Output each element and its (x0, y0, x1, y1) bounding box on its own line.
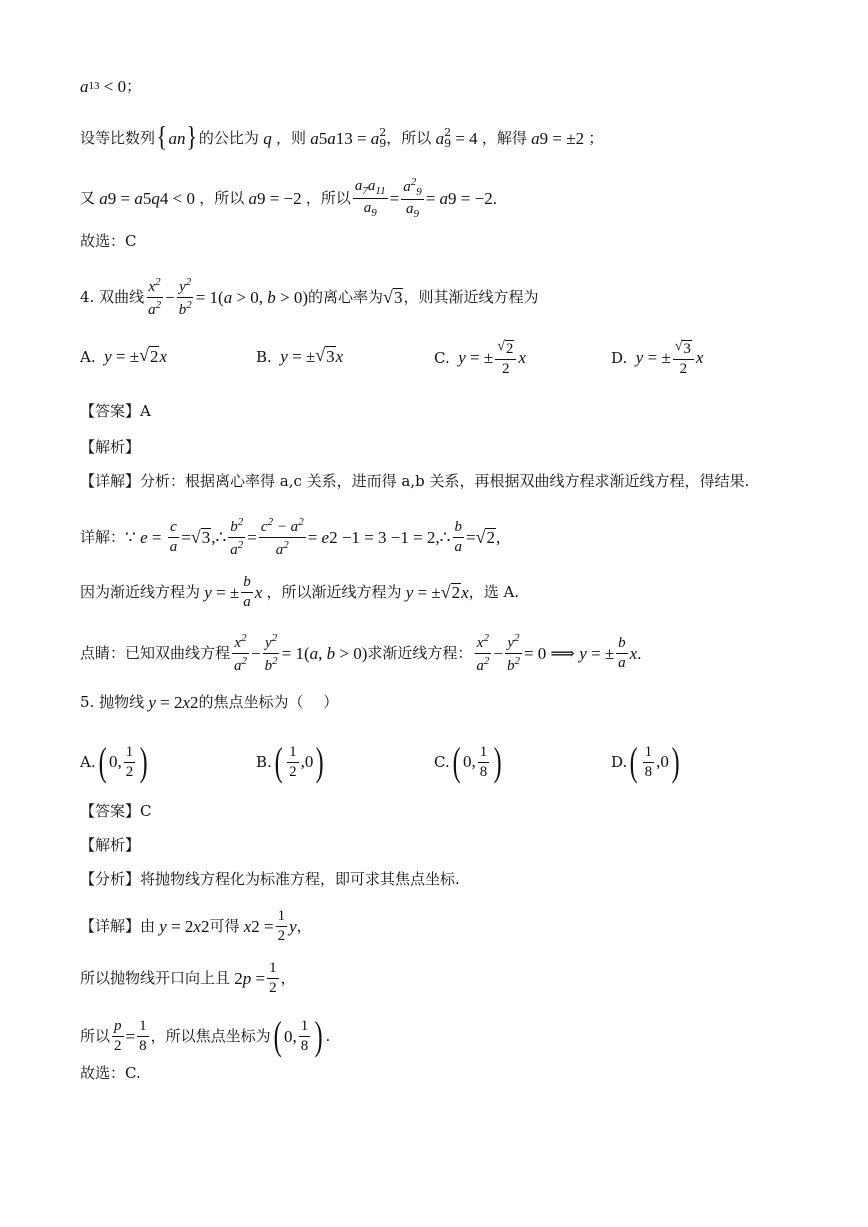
text: ，所以 (305, 188, 351, 207)
line-a9-negative: 又 a 9 = a 5 q 4 < 0 ，所以 a 9 = −2 ，所以 $\frac{a_7a_{11}}{a_9}$ = $\frac{a^2_9}{a_9}$ = a 9 = −2. (80, 176, 497, 221)
text: 所以抛物线开口向上且 (80, 968, 231, 987)
text: 所以 (80, 1026, 111, 1045)
text: ； (126, 77, 142, 95)
q5-fenxi: 【分析】将抛物线方程化为标准方程，即可求其焦点坐标. (80, 870, 460, 888)
text: ，则 (275, 128, 306, 147)
question-4: 4. 双曲线 $\frac{x^2}{a^2}$ − $\frac{y^2}{b^2}$ = 1( a > 0, b > 0) 的离心率为 √ 3 ，则其渐近线方程为 (80, 276, 539, 318)
question-number: 4. 双曲线 (80, 287, 145, 306)
text: 详解： (80, 527, 126, 546)
q4-because: 因为渐近线方程为 y = ± $\frac{b}{a}$ x ，所以渐近线方程为 y = ± √ 2 x ，选 A. (80, 574, 520, 610)
line-choice-c: 故选：C (80, 232, 137, 250)
text: ，所以焦点坐标为 (150, 1026, 271, 1045)
text: ，解得 (481, 128, 527, 147)
text: 又 (80, 188, 96, 207)
q4-detail: 【详解】分析：根据离心率得 a,c 关系，进而得 a,b 关系，再根据双曲线方程求渐近线方程，得结果. (80, 472, 750, 490)
text: ，选 A. (468, 582, 520, 601)
q5-final: 故选：C. (80, 1064, 141, 1082)
option-a[interactable]: A. y = ± √ 2 x (80, 345, 168, 366)
option-d[interactable]: D. ( $\frac{1}{8}$ ,0 ) (611, 739, 680, 784)
line-geometric-seq: 设等比数列 { a n } 的公比为 q ，则 a 5 a 13 = a 2 9 ，所以 a 2 9 = 4 ，解得 a 9 = ±2 ； (80, 122, 604, 153)
q4-analysis: 【解析】 (80, 438, 141, 456)
line-a13: a 13 < 0 ； (80, 77, 142, 96)
text: . (325, 1026, 331, 1045)
option-c[interactable]: C. ( 0, $\frac{1}{8}$ ) (434, 739, 502, 784)
q5-line3: 所以 $\frac{p}{2}$ = $\frac{1}{8}$ ，所以焦点坐标为 ( 0, $\frac{1}{8}$ ) . (80, 1013, 331, 1058)
text: 设等比数列 (80, 128, 156, 147)
q5-answer: 【答案】C (80, 802, 152, 820)
text: 求渐近线方程： (367, 643, 473, 662)
option-b[interactable]: B. y = ± √ 3 x (256, 345, 344, 366)
text: 点睛：已知双曲线方程 (80, 643, 231, 662)
q4-tip: 点睛：已知双曲线方程 $\frac{x^2}{a^2}$ − $\frac{y^2}{b^2}$ = 1( a , b > 0) 求渐近线方程： $\frac{x^2}{a^2}$ − $\frac{y^2}{b^2}$ = 0 ⟹ y = ± $\frac{b}{a}$ x . (80, 632, 642, 674)
text: 【详解】由 (80, 916, 156, 935)
option-a[interactable]: A. ( 0, $\frac{1}{2}$ ) (80, 739, 148, 784)
text: 的公比为 (198, 128, 259, 147)
text: 的焦点坐标为（ ） (198, 693, 339, 711)
q5-line2: 所以抛物线开口向上且 2 p = $\frac{1}{2}$ ， (80, 960, 296, 996)
text: 可得 (209, 916, 240, 935)
text: ； (588, 128, 604, 147)
option-d[interactable]: D. y = ± √ 3 2 x (611, 339, 704, 377)
q4-detail-equation: 详解： ∵ e = $\frac{c}{a}$ = √ 3 ,∴ $\frac{b^2}{a^2}$ = $\frac{c^2 - a^2}{a^2}$ = e 2 −1 = 3 −1 = 2,∴ $\frac{b}{a}$ = √ 2 , (80, 516, 501, 558)
q4-answer: 【答案】A (80, 402, 151, 420)
q5-detail: 【详解】由 y = 2 x 2 可得 x 2 = $\frac{1}{2}$ y ， (80, 908, 312, 944)
text: ，所以 (386, 128, 432, 147)
text: ，所以渐近线方程为 (266, 582, 402, 601)
text: 的离心率为 (308, 287, 384, 306)
option-c[interactable]: C. y = ± √ 2 2 x (434, 339, 526, 377)
text: ， (296, 916, 312, 935)
text: ， (280, 968, 296, 987)
option-b[interactable]: B. ( $\frac{1}{2}$ ,0 ) (256, 739, 325, 784)
text: ，则其渐近线方程为 (403, 287, 539, 306)
text: 因为渐近线方程为 (80, 582, 201, 601)
text: ，所以 (199, 188, 245, 207)
q5-analysis: 【解析】 (80, 836, 141, 854)
question-5: 5. 抛物线 y = 2 x 2 的焦点坐标为（ ） (80, 693, 339, 712)
question-number: 5. 抛物线 (80, 693, 145, 711)
